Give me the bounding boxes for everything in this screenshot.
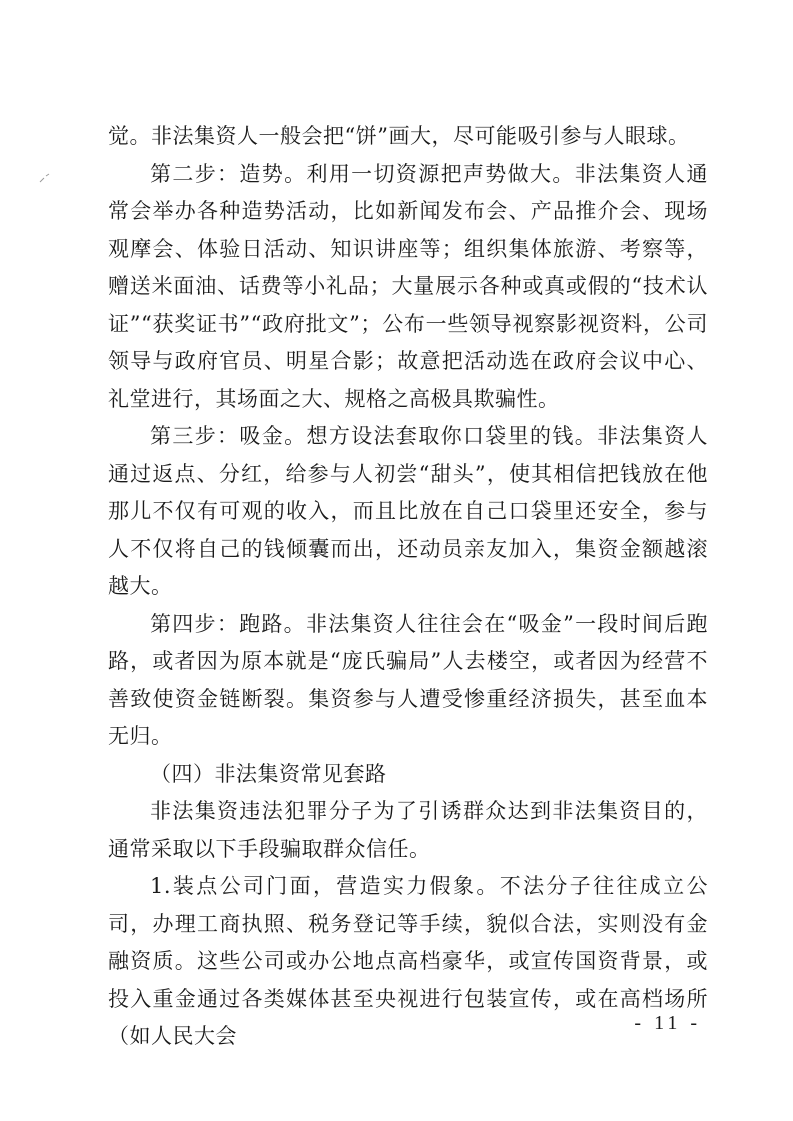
paragraph-continuation: 觉。非法集资人一般会把“饼”画大，尽可能吸引参与人眼球。 — [108, 124, 690, 148]
page-number: - 11 - — [634, 1012, 701, 1034]
paragraph-intro: 非法集资违法犯罪分子为了引诱群众达到非法集资目的，通常采取以下手段骗取群众信任。 — [108, 799, 708, 861]
paragraph-step-four: 第四步：跑路。非法集资人往往会在“吸金”一段时间后跑路，或者因为原本就是“庞氏骗局”人去楼空，或者因为经营不善致使资金链断裂。集资参与人遭受惨重经济损失，甚至血本无归。 — [108, 611, 708, 748]
section-heading: （四）非法集资常见套路 — [150, 761, 387, 786]
scan-artifact-mark — [38, 172, 52, 186]
paragraph-step-three: 第三步：吸金。想方设法套取你口袋里的钱。非法集资人通过返点、分红，给参与人初尝“甜头”，使其相信把钱放在他那儿不仅有可观的收入，而且比放在自己口袋里还安全，参与人不仅将自己的钱倾囊而出，还动员亲友加入，集资金额越滚越大。 — [108, 424, 708, 598]
paragraph-item-one: 1.装点公司门面，营造实力假象。不法分子往往成立公司，办理工商执照、税务登记等手续，貌似合法，实则没有金融资质。这些公司或办公地点高档豪华，或宣传国资背景，或投入重金通过各类媒体甚至央视进行包装宣传，或在高档场所（如人民大会 — [108, 874, 708, 1048]
paragraph-step-two: 第二步：造势。利用一切资源把声势做大。非法集资人通常会举办各种造势活动，比如新闻发布会、产品推介会、现场观摩会、体验日活动、知识讲座等；组织集体旅游、考察等，赠送米面油、话费等小礼品；大量展示各种或真或假的“技术认证”“获奖证书”“政府批文”；公布一些领导视察影视资料，公司领导与政府官员、明星合影；故意把活动选在政府会议中心、礼堂进行，其场面之大、规格之高极具欺骗性。 — [108, 161, 708, 411]
document-body — [108, 118, 708, 1056]
